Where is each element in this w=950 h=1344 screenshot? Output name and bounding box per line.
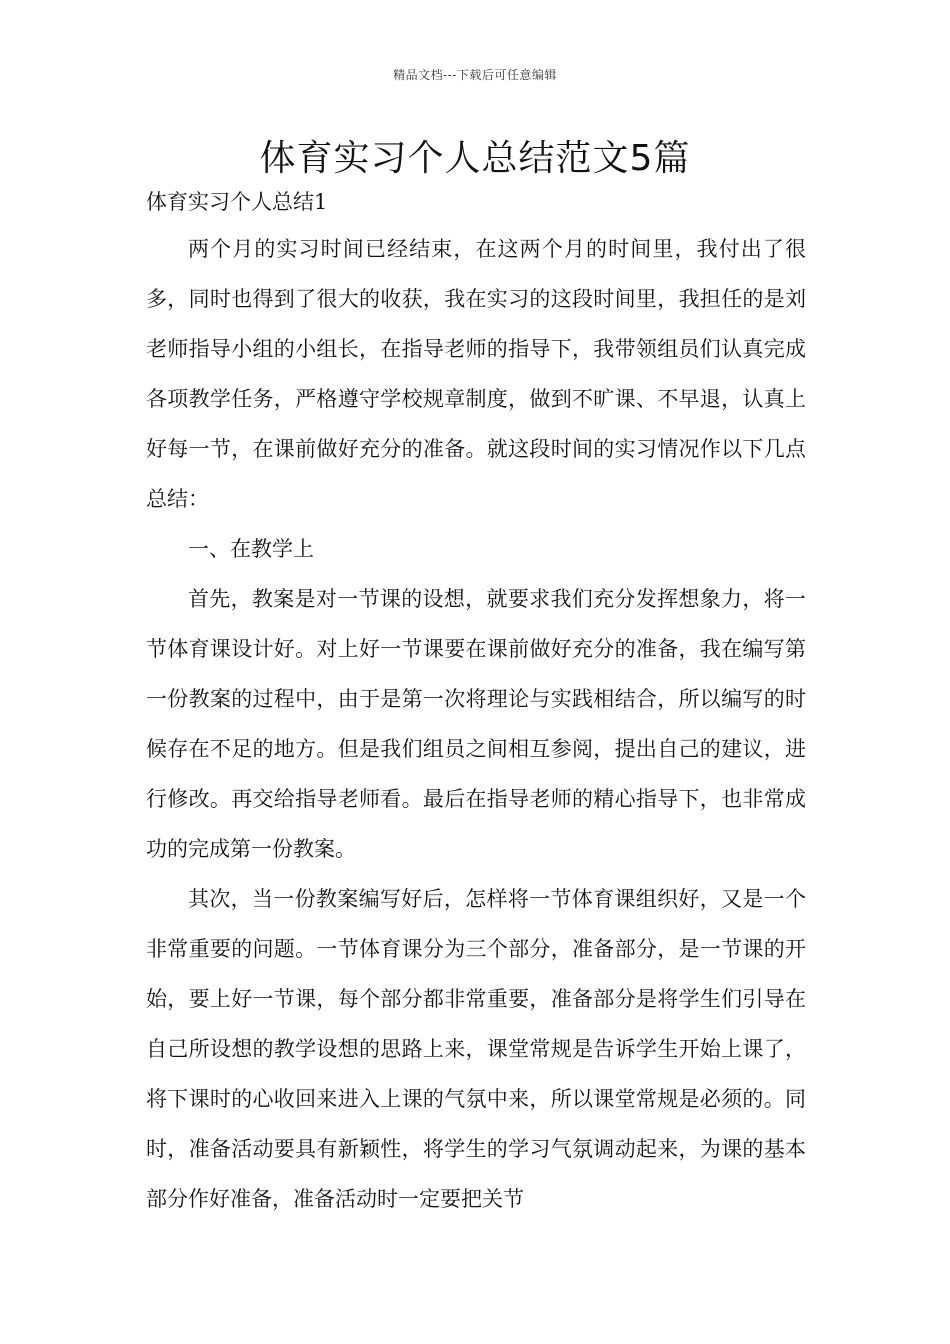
paragraph-first-lesson-plan: 首先，教案是对一节课的设想，就要求我们充分发挥想象力，将一节体育课设计好。对上好一节课要在课前做好充分的准备，我在编写第一份教案的过程中，由于是第一次将理论与实践相结合，所以编写的时候存在不足的地方。但是我们组员之间相互参阅，提出自己的建议，进行修改。再交给指导老师看。最后在指导老师的精心指导下，也非常成功的完成第一份教案。 bbox=[146, 587, 806, 861]
paragraph-second-organization: 其次，当一份教案编写好后，怎样将一节体育课组织好，又是一个非常重要的问题。一节体育课分为三个部分，准备部分，是一节课的开始，要上好一节课，每个部分都非常重要，准备部分是将学生们引导在自己所设想的教学设想的思路上来，课堂常规是告诉学生开始上课了，将下课时的心收回来进入上课的气氛中来，所以课堂常规是必须的。同时，准备活动要具有新颖性，将学生的学习气氛调动起来，为课的基本部分作好准备，准备活动时一定要把关节 bbox=[146, 887, 806, 1211]
section-heading: 体育实习个人总结1 bbox=[146, 190, 328, 214]
document-title: 体育实习个人总结范文5篇 bbox=[259, 138, 691, 179]
header-note: 精品文档---下载后可任意编辑 bbox=[393, 68, 557, 82]
paragraph-intro: 两个月的实习时间已经结束，在这两个月的时间里，我付出了很多，同时也得到了很大的收获，我在实习的这段时间里，我担任的是刘老师指导小组的小组长，在指导老师的指导下，我带领组员们认真完成各项教学任务，严格遵守学校规章制度，做到不旷课、不早退，认真上好每一节，在课前做好充分的准备。就这段时间的实习情况作以下几点总结： bbox=[146, 237, 806, 511]
body-text bbox=[146, 224, 806, 1224]
paragraph-subheading-teaching: 一、在教学上 bbox=[188, 537, 314, 561]
